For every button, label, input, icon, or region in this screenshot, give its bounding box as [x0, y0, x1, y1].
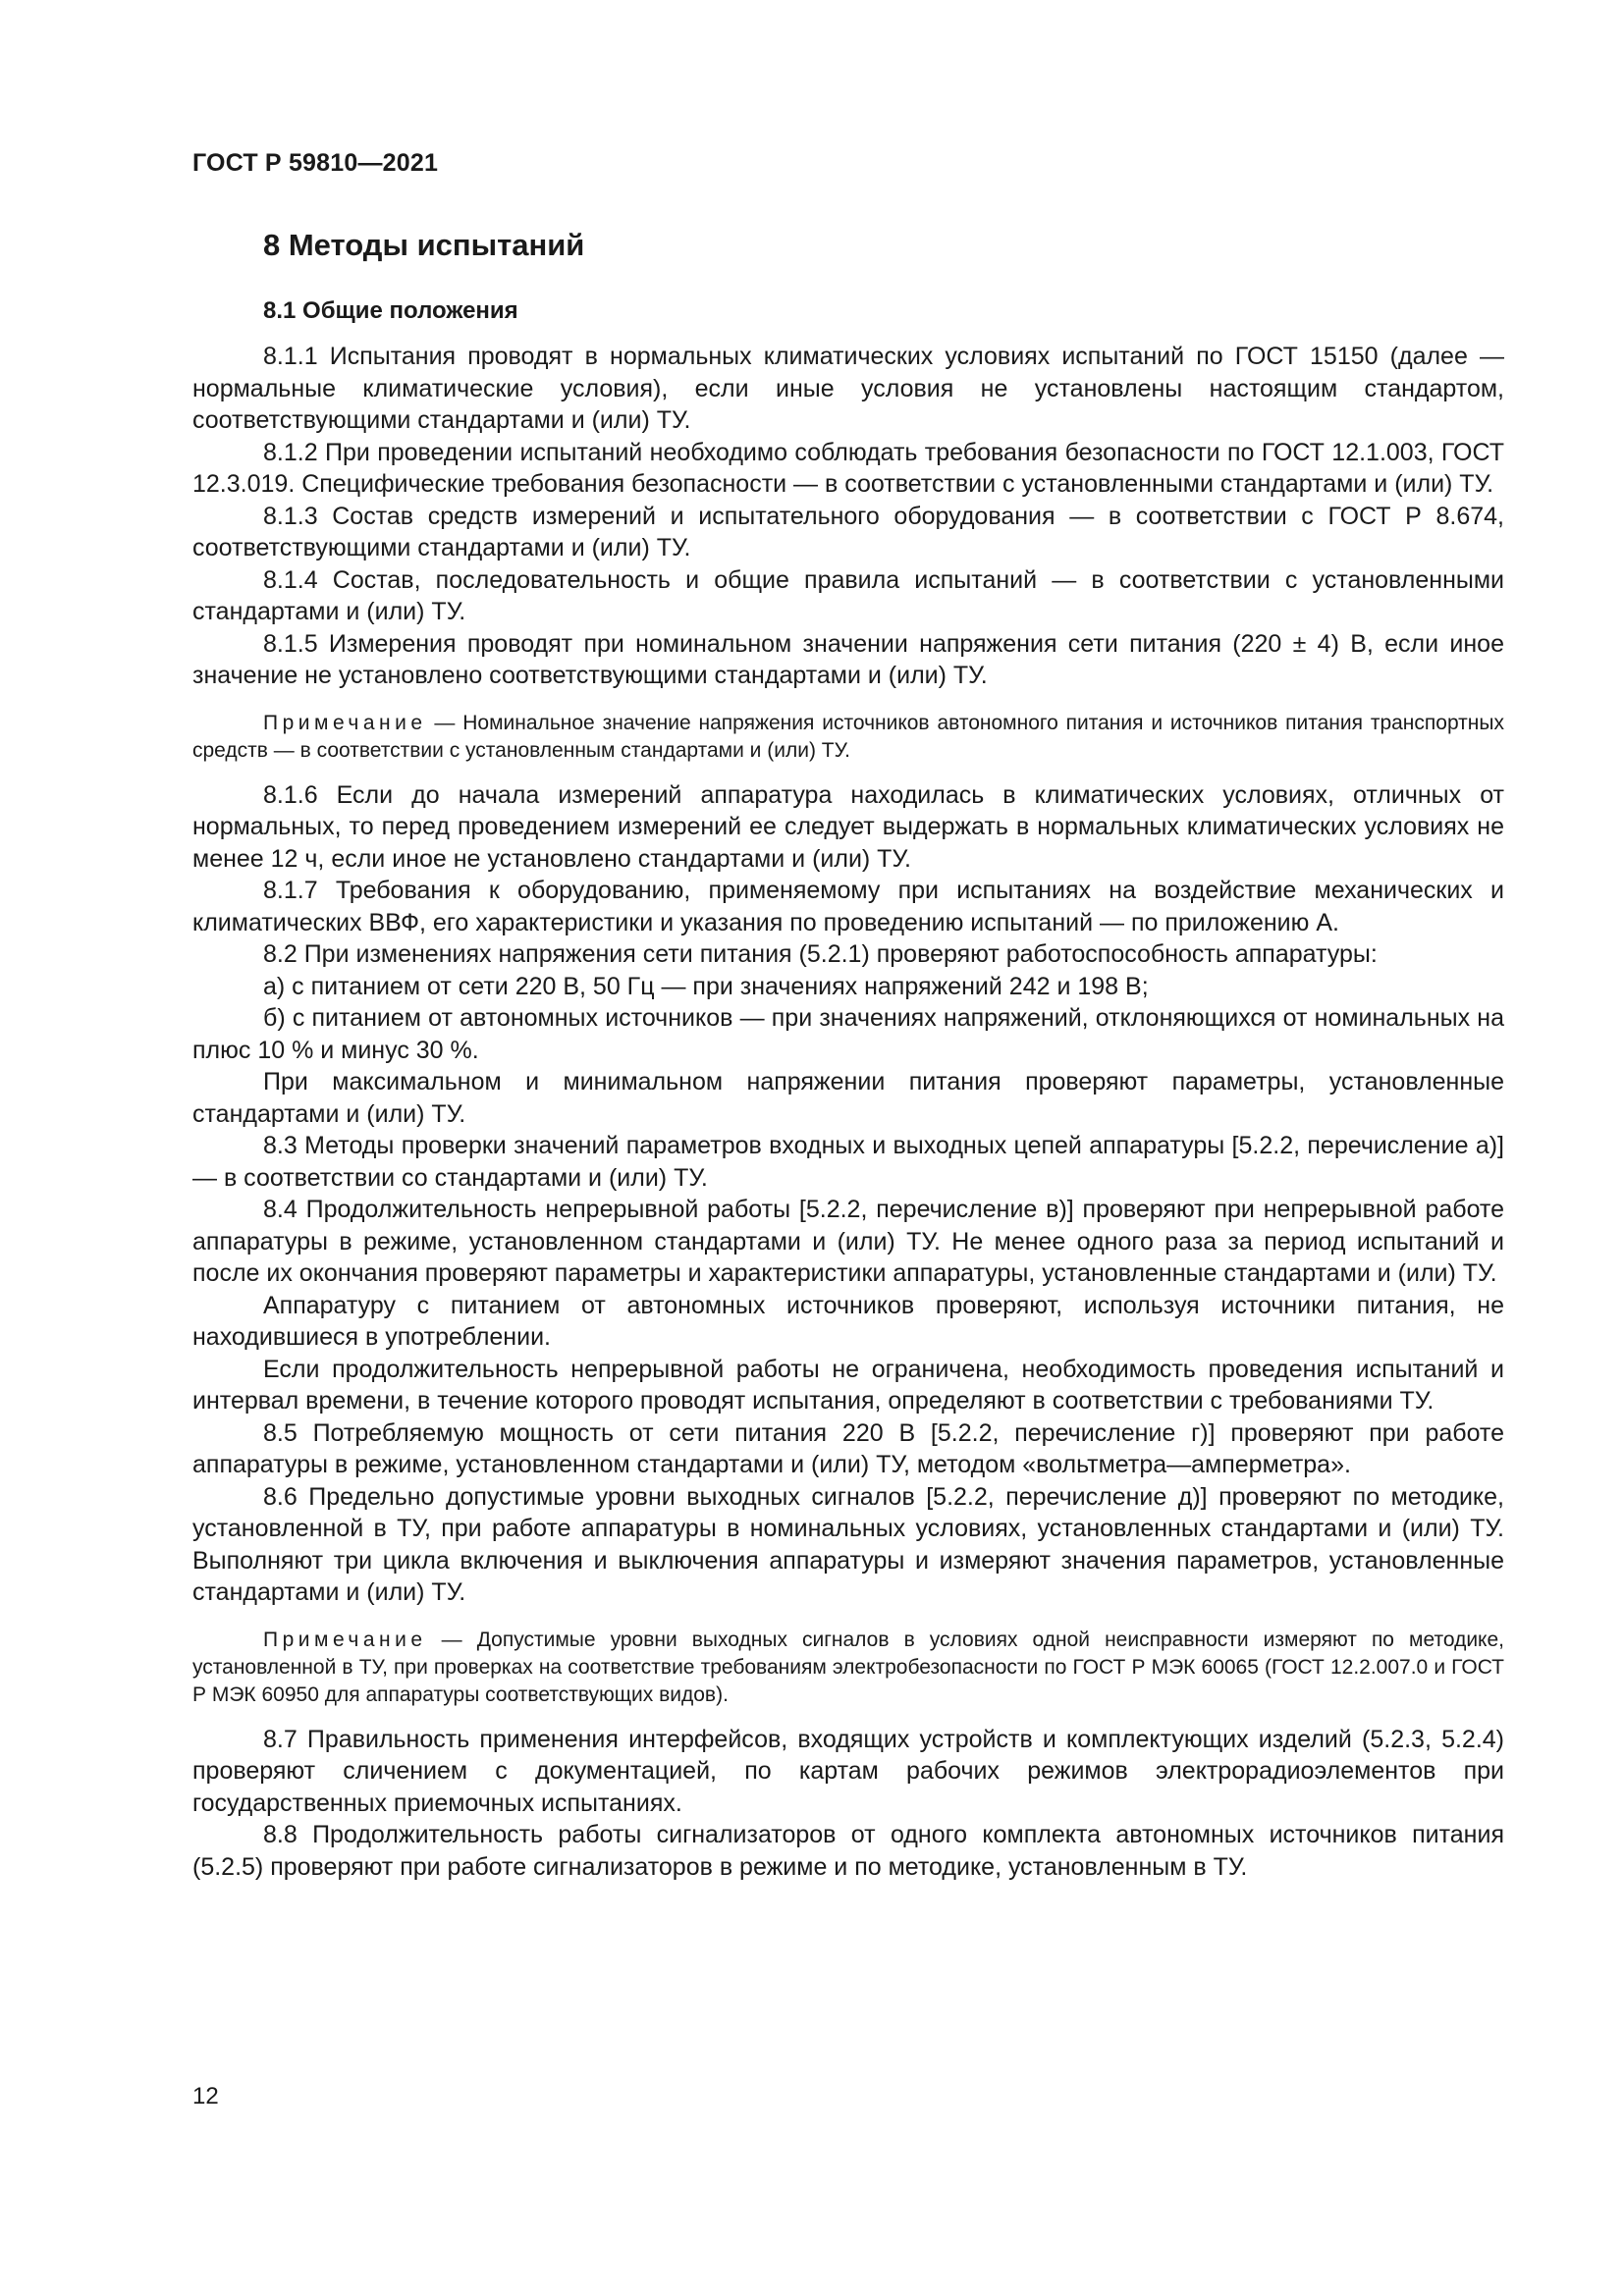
- paragraph-8-1-2: 8.1.2 При проведении испытаний необходимо соблюдать требования безопасности по ГОСТ 12.1.003, ГОСТ 12.3.019. Специфические требования безопасности — в соответствии с установленными стандартами и (или) ТУ.: [192, 438, 1504, 498]
- paragraph-8-1-3: 8.1.3 Состав средств измерений и испытательного оборудования — в соответствии с ГОСТ Р 8.674, соответствующими стандартами и (или) ТУ.: [192, 502, 1504, 561]
- note-2: [192, 1627, 1504, 1709]
- paragraph-8-1-4: 8.1.4 Состав, последовательность и общие правила испытаний — в соответствии с установленными стандартами и (или) ТУ.: [192, 565, 1504, 625]
- note-text: — Номинальное значение напряжения источников автономного питания и источников питания транспортных средств — в соответствии с установленным стандартами и (или) ТУ.: [192, 711, 1504, 762]
- paragraph-8-4-cont-1: Аппаратуру с питанием от автономных источников проверяют, используя источники питания, не находившиеся в употреблении.: [192, 1291, 1504, 1351]
- paragraph-8-4-cont-2: Если продолжительность непрерывной работы не ограничена, необходимость проведения испытаний и интервал времени, в течение которого проводят испытания, определяют в соответствии с требованиями ТУ.: [192, 1355, 1504, 1415]
- standard-id-header: ГОСТ Р 59810—2021: [192, 149, 439, 177]
- paragraph-8-8: 8.8 Продолжительность работы сигнализаторов от одного комплекта автономных источников питания (5.2.5) проверяют при работе сигнализаторов в режиме и по методике, установленным в ТУ.: [192, 1821, 1504, 1881]
- note-text: — Допустимые уровни выходных сигналов в условиях одной неисправности измеряют по методике, установленной в ТУ, при проверках на соответствие требованиям электробезопасности по ГОСТ Р МЭК 60065 (ГОСТ 12.2.007.0 и ГОСТ Р МЭК 60950 для аппаратуры соответствующих видов).: [192, 1628, 1504, 1706]
- paragraph-8-5: 8.5 Потребляемую мощность от сети питания 220 В [5.2.2, перечисление г)] проверяют при работе аппаратуры в режиме, установленном стандартами и (или) ТУ, методом «вольтметра—амперметра».: [192, 1418, 1504, 1478]
- paragraph-8-3: 8.3 Методы проверки значений параметров входных и выходных цепей аппаратуры [5.2.2, перечисление а)] — в соответствии со стандартами и (или) ТУ.: [192, 1132, 1504, 1192]
- paragraph-8-2: 8.2 При изменениях напряжения сети питания (5.2.1) проверяют работоспособность аппаратуры:: [263, 940, 1378, 968]
- list-item-8-2-a: а) с питанием от сети 220 В, 50 Гц — при значениях напряжений 242 и 198 В;: [263, 972, 1149, 1000]
- page-number: 12: [192, 2083, 219, 2109]
- section-title: 8 Методы испытаний: [263, 228, 585, 262]
- paragraph-8-7: 8.7 Правильность применения интерфейсов, входящих устройств и комплектующих изделий (5.2.3, 5.2.4) проверяют сличением с документацией, по картам рабочих режимов электрорадиоэлементов при государственных приемочных испытаниях.: [192, 1725, 1504, 1817]
- paragraph-8-4: 8.4 Продолжительность непрерывной работы [5.2.2, перечисление в)] проверяют при непрерывной работе аппаратуры в режиме, установленном стандартами и (или) ТУ. Не менее одного раза за период испытаний и после их окончания проверяют параметры и характеристики аппаратуры, установленные стандартами и (или) ТУ.: [192, 1196, 1504, 1287]
- paragraph-8-1-1: 8.1.1 Испытания проводят в нормальных климатических условиях испытаний по ГОСТ 15150 (далее — нормальные климатические условия), если иные условия не установлены настоящим стандартом, соответствующими стандартами и (или) ТУ.: [192, 343, 1504, 434]
- note-label: Примечание: [263, 711, 427, 734]
- list-item-8-2-b: б) с питанием от автономных источников — при значениях напряжений, отклоняющихся от номинальных на плюс 10 % и минус 30 %.: [192, 1004, 1504, 1064]
- body-text: [192, 341, 1504, 1883]
- paragraph-8-1-6: 8.1.6 Если до начала измерений аппаратура находилась в климатических условиях, отличных от нормальных, то перед проведением измерений ее следует выдержать в нормальных климатических условиях не менее 12 ч, если иное не установлено стандартами и (или) ТУ.: [192, 780, 1504, 873]
- subsection-title: 8.1 Общие положения: [263, 297, 518, 324]
- paragraph-8-1-7: 8.1.7 Требования к оборудованию, применяемому при испытаниях на воздействие механических и климатических ВВФ, его характеристики и указания по проведению испытаний — по приложению А.: [192, 877, 1504, 936]
- paragraph-8-1-5: 8.1.5 Измерения проводят при номинальном значении напряжения сети питания (220 ± 4) В, если иное значение не установлено соответствующими стандартами и (или) ТУ.: [192, 629, 1504, 689]
- note-label: Примечание: [263, 1628, 427, 1651]
- paragraph-8-6: 8.6 Предельно допустимые уровни выходных сигналов [5.2.2, перечисление д)] проверяют по методике, установленной в ТУ, при работе аппаратуры в номинальных условиях, установленных стандартами и (или) ТУ. Выполняют три цикла включения и выключения аппаратуры и измеряют значения параметров, установленные стандартами и (или) ТУ.: [192, 1482, 1504, 1606]
- paragraph-8-2-cont: При максимальном и минимальном напряжении питания проверяют параметры, установленные стандартами и (или) ТУ.: [192, 1068, 1504, 1128]
- note-1: [192, 710, 1504, 765]
